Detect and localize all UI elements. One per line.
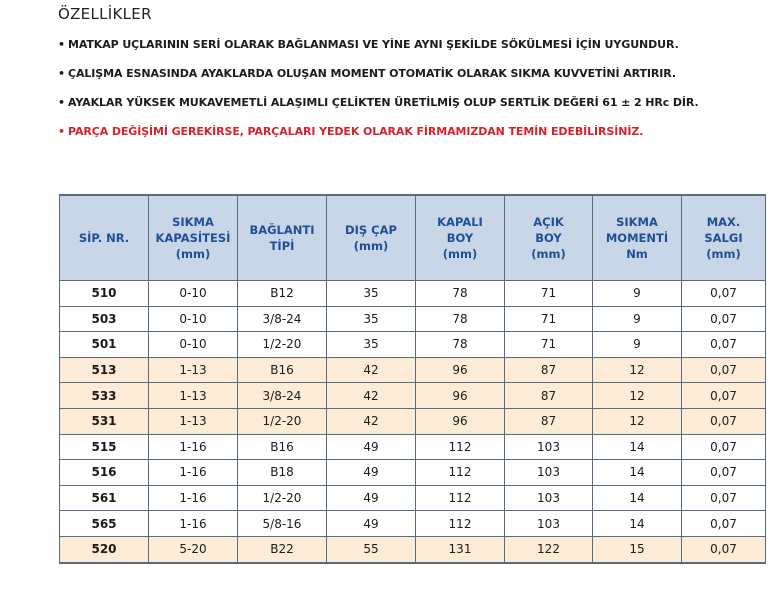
header-line: AÇIK bbox=[533, 215, 564, 229]
order-no-cell: 533 bbox=[60, 383, 149, 409]
table-cell: 49 bbox=[327, 485, 416, 511]
table-cell: 3/8-24 bbox=[238, 306, 327, 332]
feature-text: AYAKLAR YÜKSEK MUKAVEMETLİ ALAŞIMLI ÇELİKTEN ÜRETİLMİŞ OLUP SERTLİK DEĞERİ 61 ± 2 HRc DİR. bbox=[68, 96, 699, 109]
header-line: (mm) bbox=[353, 239, 389, 253]
header-line: (mm) bbox=[442, 247, 478, 261]
table-cell: 0,07 bbox=[682, 383, 766, 409]
table-cell: 9 bbox=[593, 332, 682, 358]
table-cell: 1-16 bbox=[149, 485, 238, 511]
table-cell: 0-10 bbox=[149, 332, 238, 358]
table-cell: 14 bbox=[593, 434, 682, 460]
table-cell: 42 bbox=[327, 383, 416, 409]
table-row bbox=[60, 408, 766, 434]
table-cell: 78 bbox=[416, 332, 505, 358]
order-no-cell: 516 bbox=[60, 460, 149, 486]
table-cell: 71 bbox=[505, 281, 593, 307]
feature-item bbox=[58, 94, 699, 123]
header-line: SIKMA bbox=[172, 215, 214, 229]
table-cell: 49 bbox=[327, 460, 416, 486]
bullet-icon: • bbox=[58, 38, 65, 51]
table-cell: 0,07 bbox=[682, 536, 766, 562]
header-clamp-torque bbox=[593, 195, 682, 281]
table-cell: 55 bbox=[327, 536, 416, 562]
table-cell: 96 bbox=[416, 357, 505, 383]
feature-text: ÇALIŞMA ESNASINDA AYAKLARDA OLUŞAN MOMENT OTOMATİK OLARAK SIKMA KUVVETİNİ ARTIRIR. bbox=[68, 67, 676, 80]
header-line: TİPİ bbox=[269, 239, 295, 253]
table-cell: 103 bbox=[505, 434, 593, 460]
table-cell: 0,07 bbox=[682, 511, 766, 537]
header-connection-type bbox=[238, 195, 327, 281]
table-cell: 0,07 bbox=[682, 460, 766, 486]
table-row bbox=[60, 332, 766, 358]
table-cell: 103 bbox=[505, 460, 593, 486]
table-cell: B16 bbox=[238, 357, 327, 383]
order-no-cell: 531 bbox=[60, 408, 149, 434]
table-cell: B18 bbox=[238, 460, 327, 486]
header-line: SİP. NR. bbox=[78, 231, 130, 245]
header-outer-diameter bbox=[327, 195, 416, 281]
table-row bbox=[60, 306, 766, 332]
table-cell: 103 bbox=[505, 511, 593, 537]
table-cell: 1-16 bbox=[149, 460, 238, 486]
table-row bbox=[60, 434, 766, 460]
table-cell: 0-10 bbox=[149, 281, 238, 307]
table-cell: 1-13 bbox=[149, 383, 238, 409]
table-cell: 122 bbox=[505, 536, 593, 562]
table-cell: 49 bbox=[327, 434, 416, 460]
table-cell: 0,07 bbox=[682, 281, 766, 307]
table-row bbox=[60, 485, 766, 511]
table-cell: 1-16 bbox=[149, 511, 238, 537]
table-cell: 112 bbox=[416, 434, 505, 460]
table-cell: 78 bbox=[416, 306, 505, 332]
header-max-runout bbox=[682, 195, 766, 281]
table-row bbox=[60, 383, 766, 409]
table-cell: 112 bbox=[416, 511, 505, 537]
table-cell: 49 bbox=[327, 511, 416, 537]
table-cell: 96 bbox=[416, 383, 505, 409]
table-cell: 35 bbox=[327, 306, 416, 332]
table-row bbox=[60, 536, 766, 562]
table-cell: 12 bbox=[593, 357, 682, 383]
bullet-icon: • bbox=[58, 125, 65, 138]
order-no-cell: 520 bbox=[60, 536, 149, 562]
table-row bbox=[60, 357, 766, 383]
header-line: BAĞLANTI bbox=[249, 223, 315, 237]
table-cell: 0-10 bbox=[149, 306, 238, 332]
table-cell: 0,07 bbox=[682, 306, 766, 332]
table-cell: 14 bbox=[593, 511, 682, 537]
header-order-no bbox=[60, 195, 149, 281]
table-cell: 96 bbox=[416, 408, 505, 434]
feature-text: MATKAP UÇLARININ SERİ OLARAK BAĞLANMASI VE YİNE AYNI ŞEKİLDE SÖKÜLMESİ İÇİN UYGUNDUR. bbox=[68, 38, 679, 51]
header-closed-length bbox=[416, 195, 505, 281]
table-cell: 87 bbox=[505, 408, 593, 434]
bullet-icon: • bbox=[58, 67, 65, 80]
header-line: SALGI bbox=[704, 231, 743, 245]
table-cell: 1-13 bbox=[149, 408, 238, 434]
table-cell: 78 bbox=[416, 281, 505, 307]
table-cell: 1/2-20 bbox=[238, 408, 327, 434]
table-cell: 5-20 bbox=[149, 536, 238, 562]
table-cell: 131 bbox=[416, 536, 505, 562]
header-line: BOY bbox=[446, 231, 474, 245]
order-no-cell: 515 bbox=[60, 434, 149, 460]
header-line: BOY bbox=[535, 231, 562, 245]
header-line: (mm) bbox=[706, 247, 741, 261]
order-no-cell: 561 bbox=[60, 485, 149, 511]
feature-item bbox=[58, 123, 699, 152]
table-cell: 35 bbox=[327, 281, 416, 307]
spec-table bbox=[59, 194, 766, 564]
order-no-cell: 503 bbox=[60, 306, 149, 332]
table-cell: B12 bbox=[238, 281, 327, 307]
header-line: MAX. bbox=[706, 215, 741, 229]
bullet-icon: • bbox=[58, 96, 65, 109]
header-open-length bbox=[505, 195, 593, 281]
order-no-cell: 565 bbox=[60, 511, 149, 537]
table-cell: 1-16 bbox=[149, 434, 238, 460]
table-cell: 9 bbox=[593, 281, 682, 307]
table-cell: 71 bbox=[505, 306, 593, 332]
table-cell: B22 bbox=[238, 536, 327, 562]
table-cell: 0,07 bbox=[682, 485, 766, 511]
table-cell: 87 bbox=[505, 383, 593, 409]
order-no-cell: 513 bbox=[60, 357, 149, 383]
order-no-cell: 510 bbox=[60, 281, 149, 307]
header-line: KAPALI bbox=[437, 215, 483, 229]
table-cell: 14 bbox=[593, 485, 682, 511]
feature-list bbox=[58, 36, 699, 152]
table-cell: 112 bbox=[416, 485, 505, 511]
table-cell: 42 bbox=[327, 408, 416, 434]
header-line: DIŞ ÇAP bbox=[345, 223, 397, 237]
header-clamp-capacity bbox=[149, 195, 238, 281]
table-cell: 14 bbox=[593, 460, 682, 486]
table-cell: 87 bbox=[505, 357, 593, 383]
header-line: SIKMA bbox=[616, 215, 658, 229]
table-cell: 0,07 bbox=[682, 434, 766, 460]
order-no-cell: 501 bbox=[60, 332, 149, 358]
table-cell: 42 bbox=[327, 357, 416, 383]
table-row bbox=[60, 511, 766, 537]
feature-text: PARÇA DEĞİŞİMİ GEREKİRSE, PARÇALARI YEDEK OLARAK FİRMAMIZDAN TEMİN EDEBİLİRSİNİZ. bbox=[68, 125, 644, 138]
section-title: ÖZELLİKLER bbox=[58, 5, 152, 23]
table-cell: 1/2-20 bbox=[238, 332, 327, 358]
table-cell: 35 bbox=[327, 332, 416, 358]
table-cell: 71 bbox=[505, 332, 593, 358]
table-cell: 103 bbox=[505, 485, 593, 511]
header-line: Nm bbox=[626, 247, 648, 261]
table-header-row bbox=[60, 195, 766, 281]
table-cell: 15 bbox=[593, 536, 682, 562]
table-cell: 0,07 bbox=[682, 332, 766, 358]
table-cell: B16 bbox=[238, 434, 327, 460]
table-cell: 12 bbox=[593, 383, 682, 409]
table-cell: 0,07 bbox=[682, 408, 766, 434]
table-cell: 9 bbox=[593, 306, 682, 332]
table-row bbox=[60, 281, 766, 307]
table-cell: 0,07 bbox=[682, 357, 766, 383]
header-line: (mm) bbox=[175, 247, 211, 261]
table-cell: 12 bbox=[593, 408, 682, 434]
table-cell: 1-13 bbox=[149, 357, 238, 383]
table-cell: 112 bbox=[416, 460, 505, 486]
feature-item bbox=[58, 65, 699, 94]
header-line: (mm) bbox=[531, 247, 566, 261]
feature-item bbox=[58, 36, 699, 65]
table-cell: 5/8-16 bbox=[238, 511, 327, 537]
header-line: MOMENTİ bbox=[605, 231, 669, 245]
table-cell: 1/2-20 bbox=[238, 485, 327, 511]
table-row bbox=[60, 460, 766, 486]
header-line: KAPASİTESİ bbox=[155, 231, 231, 245]
table-cell: 3/8-24 bbox=[238, 383, 327, 409]
